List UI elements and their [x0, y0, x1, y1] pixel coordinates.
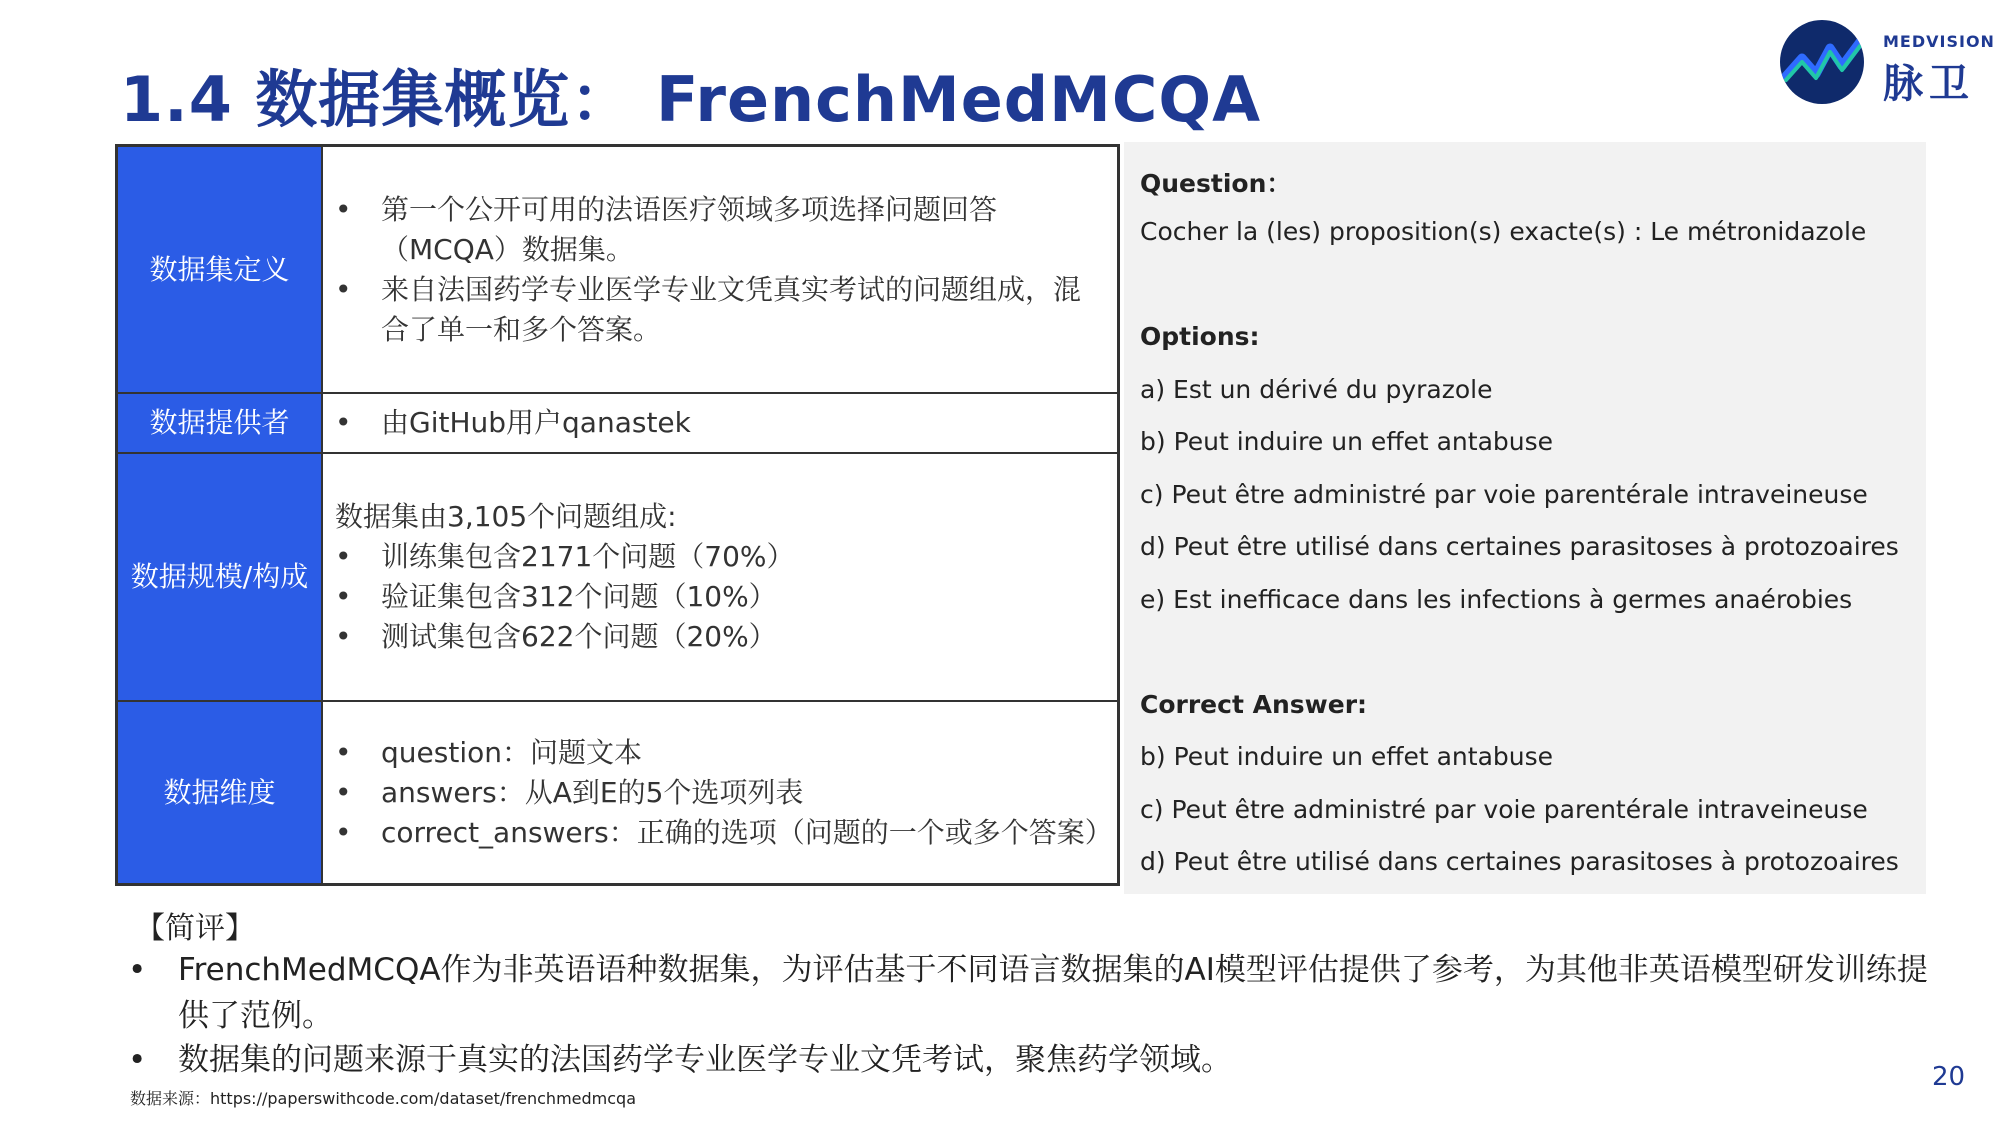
- bullet-item: • question：问题文本: [335, 735, 642, 769]
- option-item: e) Est inefficace dans les infections à germes anaérobies: [1140, 585, 1853, 614]
- scale-intro: 数据集由3,105个问题组成:: [335, 500, 677, 533]
- row-content: [323, 394, 1117, 452]
- review-item: • FrenchMedMCQA作为非英语语种数据集，为评估基于不同语言数据集的AI模型评估提供了参考，为其他非英语模型研发训练提供了范例。: [128, 952, 1928, 1034]
- row-content: [323, 702, 1117, 883]
- row-content: [323, 454, 1117, 700]
- option-item: b) Peut induire un effet antabuse: [1140, 427, 1554, 456]
- table-row-scale: [118, 454, 1117, 702]
- bullet-item: • answers：从A到E的5个选项列表: [335, 775, 804, 809]
- question-heading: Question：: [1140, 169, 1292, 198]
- source-note: 数据来源：https://paperswithcode.com/dataset/frenchmedmcqa: [130, 1089, 637, 1108]
- review-item: • 数据集的问题来源于真实的法国药学专业医学专业文凭考试，聚焦药学领域。: [128, 1042, 1232, 1078]
- option-item: c) Peut être administré par voie parentérale intraveineuse: [1140, 480, 1868, 509]
- example-panel: [1124, 142, 1926, 894]
- bullet-item: • 第一个公开可用的法语医疗领域多项选择问题回答（MCQA）数据集。: [335, 192, 998, 266]
- bullet-item: • 由GitHub用户qanastek: [335, 406, 691, 439]
- question-text: Cocher la (les) proposition(s) exacte(s) : Le métronidazole: [1140, 217, 1867, 246]
- logo-wave-icon: [1780, 20, 1864, 104]
- row-label: 数据维度: [118, 702, 323, 883]
- bullet-item: • 来自法国药学专业医学专业文凭真实考试的问题组成，混合了单一和多个答案。: [335, 272, 1082, 346]
- page-title: 1.4 数据集概览： FrenchMedMCQA: [120, 63, 1262, 136]
- option-item: d) Peut être utilisé dans certaines parasitoses à protozoaires: [1140, 532, 1899, 561]
- row-label: 数据规模/构成: [118, 454, 323, 700]
- answer-item: d) Peut être utilisé dans certaines parasitoses à protozoaires: [1140, 847, 1899, 876]
- bullet-item: • 测试集包含622个问题（20%）: [335, 620, 777, 653]
- table-row-definition: [118, 147, 1117, 394]
- medvision-logo: [1780, 20, 1995, 110]
- answer-item: c) Peut être administré par voie parentérale intraveineuse: [1140, 795, 1868, 824]
- logo-text-en: MEDVISION: [1883, 32, 1995, 51]
- row-content: [323, 147, 1117, 392]
- bullet-item: • 验证集包含312个问题（10%）: [335, 580, 777, 613]
- dataset-info-table: [115, 144, 1120, 886]
- row-label: 数据提供者: [118, 394, 323, 452]
- table-row-dimensions: [118, 702, 1117, 883]
- bullet-item: • 训练集包含2171个问题（70%）: [335, 540, 795, 573]
- table-row-provider: [118, 394, 1117, 454]
- answer-heading: Correct Answer:: [1140, 690, 1368, 719]
- review-title: 【简评】: [135, 911, 255, 946]
- option-item: a) Est un dérivé du pyrazole: [1140, 375, 1493, 404]
- logo-text-cn: 脉卫: [1883, 61, 1975, 107]
- answer-item: b) Peut induire un effet antabuse: [1140, 742, 1554, 771]
- row-label: 数据集定义: [118, 147, 323, 392]
- options-heading: Options:: [1140, 322, 1260, 351]
- page-number: 20: [1932, 1062, 1966, 1092]
- bullet-item: • correct_answers：正确的选项（问题的一个或多个答案）: [335, 815, 1113, 849]
